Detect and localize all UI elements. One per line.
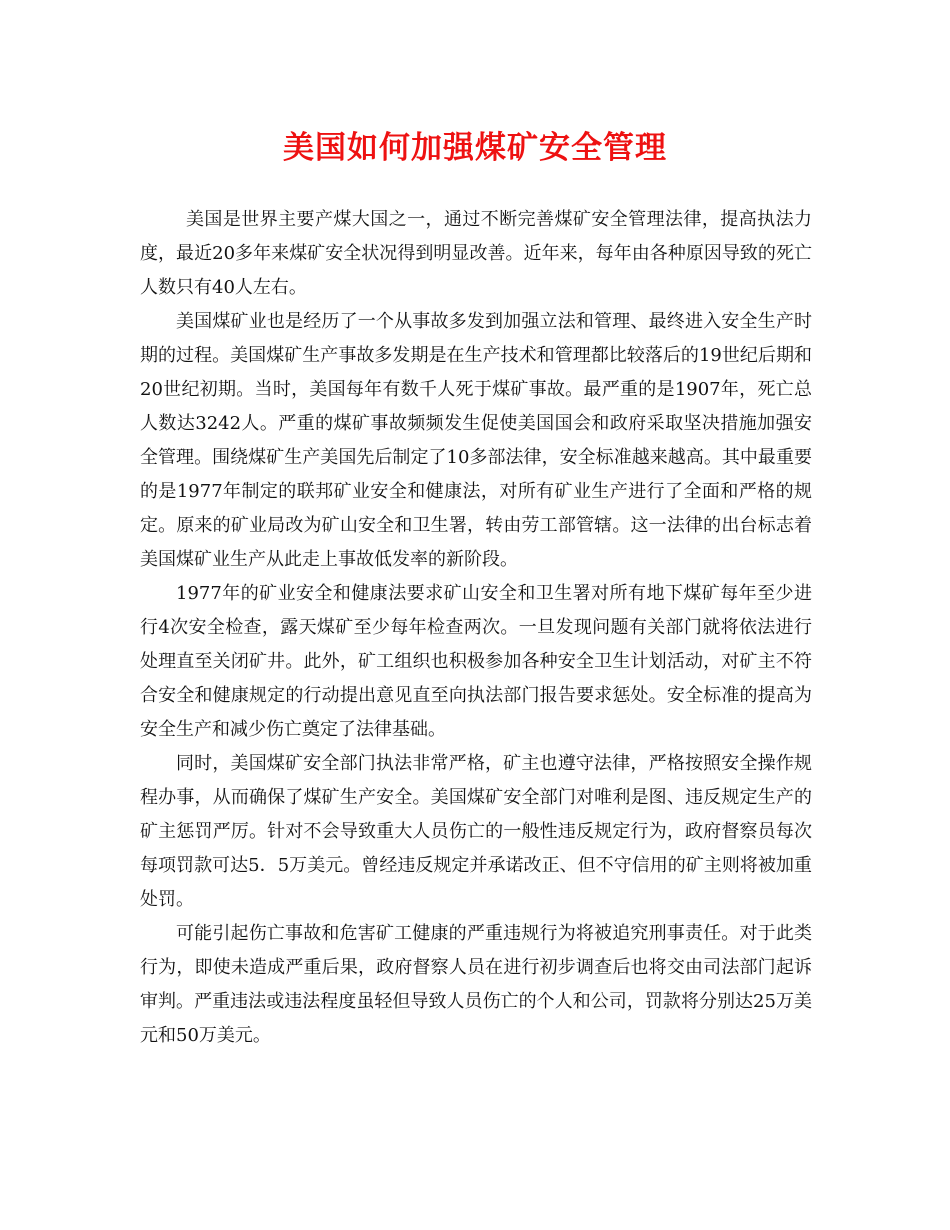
paragraph-enforcement: 同时，美国煤矿安全部门执法非常严格，矿主也遵守法律，严格按照安全操作规程办事，从而确保了煤矿生产安全。美国煤矿安全部门对唯利是图、违反规定生产的矿主惩罚严厉。针对不会导致重大人员伤亡的一般性违反规定行为，政府督察员每次每项罚款可达5．5万美元。曾经违反规定并承诺改正、但不守信用的矿主则将被加重处罚。: [140, 753, 812, 910]
document-body: [140, 203, 812, 1053]
document-title: 美国如何加强煤矿安全管理: [283, 130, 667, 166]
paragraph-inspection-law: 1977年的矿业安全和健康法要求矿山安全和卫生署对所有地下煤矿每年至少进行4次安全检查，露天煤矿至少每年检查两次。一旦发现问题有关部门就将依法进行处理直至关闭矿井。此外，矿工组织也积极参加各种安全卫生计划活动，对矿主不符合安全和健康规定的行动提出意见直至向执法部门报告要求惩处。安全标准的提高为安全生产和减少伤亡奠定了法律基础。: [140, 583, 812, 740]
paragraph-criminal-liability: 可能引起伤亡事故和危害矿工健康的严重违规行为将被追究刑事责任。对于此类行为，即使未造成严重后果，政府督察人员在进行初步调查后也将交由司法部门起诉审判。严重违法或违法程度虽轻但导致人员伤亡的个人和公司，罚款将分别达25万美元和50万美元。: [140, 923, 812, 1046]
paragraph-history: 美国煤矿业也是经历了一个从事故多发到加强立法和管理、最终进入安全生产时期的过程。美国煤矿生产事故多发期是在生产技术和管理都比较落后的19世纪后期和20世纪初期。当时，美国每年有数千人死于煤矿事故。最严重的是1907年，死亡总人数达3242人。严重的煤矿事故频频发生促使美国国会和政府采取坚决措施加强安全管理。围绕煤矿生产美国先后制定了10多部法律，安全标准越来越高。其中最重要的是1977年制定的联邦矿业安全和健康法，对所有矿业生产进行了全面和严格的规定。原来的矿业局改为矿山安全和卫生署，转由劳工部管辖。这一法律的出台标志着美国煤矿业生产从此走上事故低发率的新阶段。: [140, 311, 812, 570]
paragraph-intro: 美国是世界主要产煤大国之一，通过不断完善煤矿安全管理法律，提高执法力度，最近20多年来煤矿安全状况得到明显改善。近年来，每年由各种原因导致的死亡人数只有40人左右。: [140, 209, 812, 298]
